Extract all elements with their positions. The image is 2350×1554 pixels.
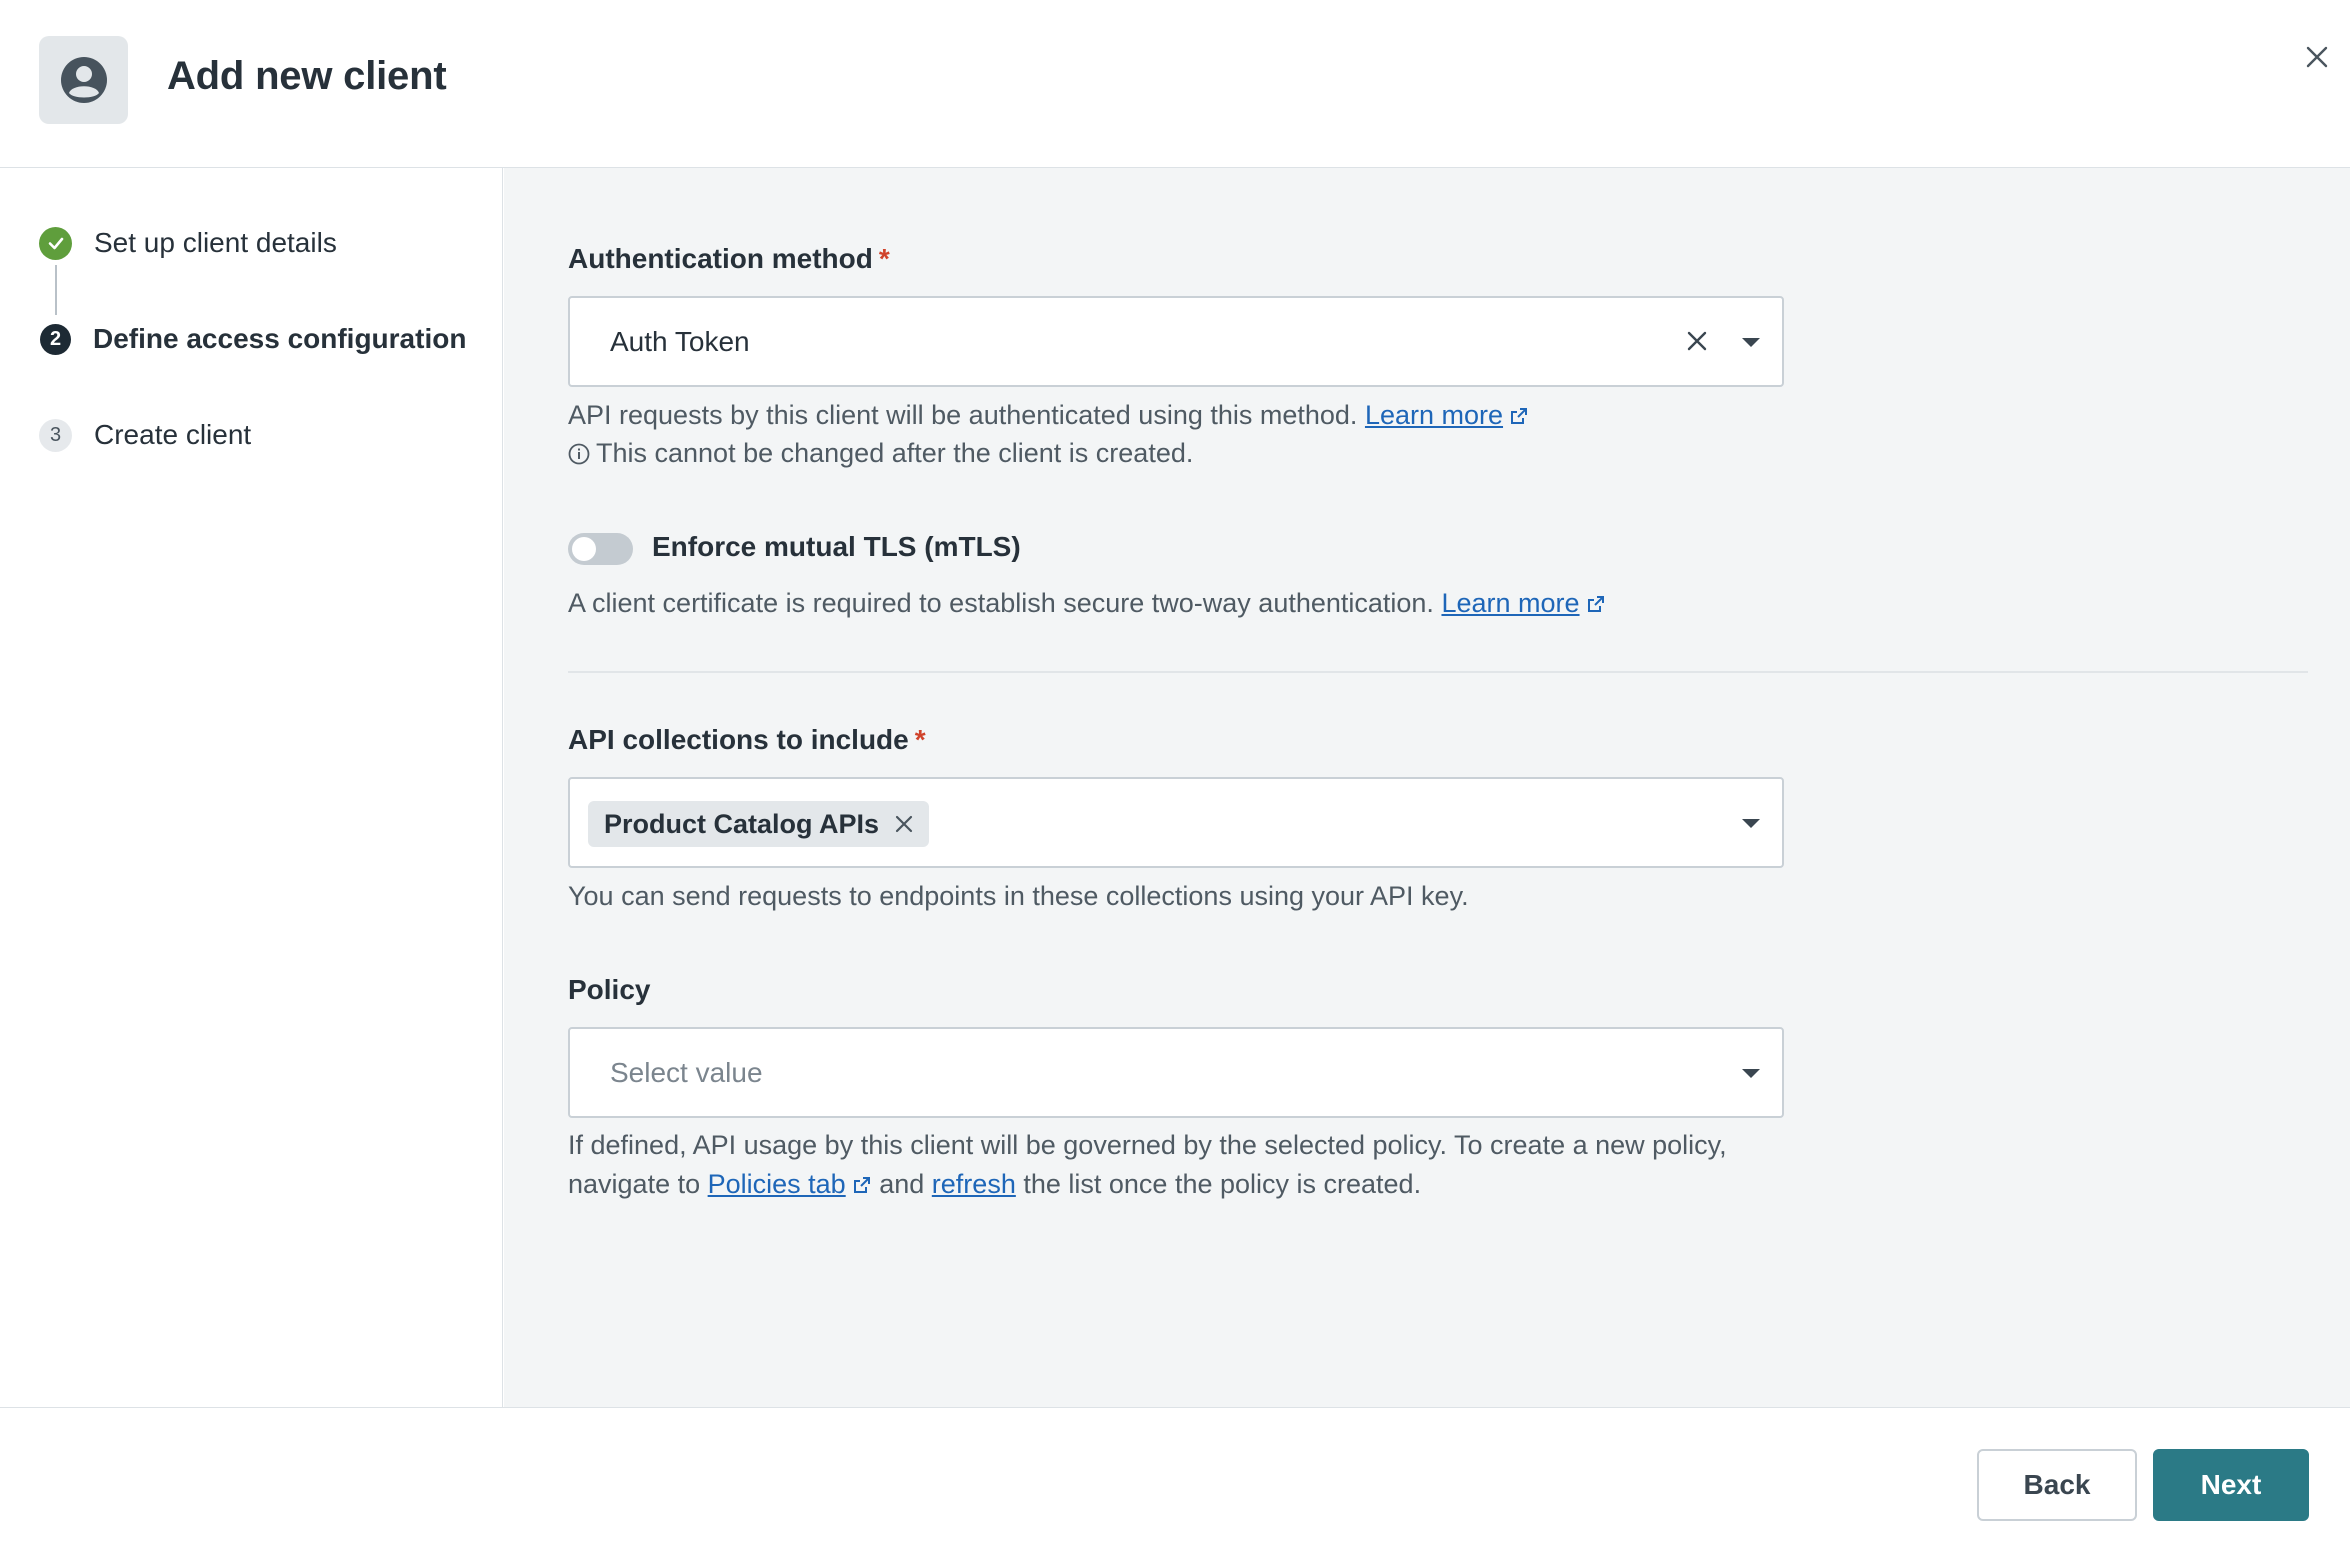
collections-help: You can send requests to endpoints in these collections using your API key.	[568, 881, 1469, 911]
back-button[interactable]: Back	[1977, 1449, 2137, 1521]
step-number: 3	[39, 419, 72, 452]
auth-method-help	[568, 396, 1529, 437]
mtls-learn-more-link[interactable]: Learn more	[1441, 588, 1580, 618]
step-define-access-configuration[interactable]	[39, 319, 466, 359]
policy-help-prefix: navigate to	[568, 1169, 701, 1199]
step-connector	[55, 265, 57, 315]
collections-select[interactable]	[568, 777, 1784, 868]
auth-learn-more-link[interactable]: Learn more	[1364, 400, 1504, 430]
clear-icon[interactable]	[1682, 326, 1712, 356]
check-circle-icon	[39, 227, 72, 260]
auth-note-text: This cannot be changed after the client is created.	[596, 438, 1194, 468]
mtls-help-text: A client certificate is required to establish secure two-way authentication.	[568, 588, 1434, 618]
dialog-header	[0, 0, 2350, 168]
dialog-footer	[0, 1407, 2350, 1554]
auth-help-text: API requests by this client will be authenticated using this method.	[568, 400, 1358, 430]
chip-label: Product Catalog APIs	[604, 808, 880, 839]
chevron-down-icon[interactable]	[1742, 1069, 1760, 1078]
chevron-down-icon[interactable]	[1742, 819, 1760, 828]
required-mark: *	[914, 724, 926, 755]
auth-method-label	[568, 243, 890, 275]
user-avatar-icon	[39, 36, 128, 124]
external-link-icon	[1509, 398, 1529, 437]
mtls-toggle[interactable]	[568, 533, 633, 565]
step-label: Create client	[94, 419, 252, 450]
policy-label: Policy	[568, 974, 651, 1005]
external-link-icon	[852, 1167, 872, 1206]
policy-help-line1: If defined, API usage by this client will be governed by the selected policy. To create a new policy,	[568, 1130, 1727, 1160]
close-icon[interactable]	[2300, 40, 2334, 74]
collections-label	[568, 724, 926, 756]
auth-method-select[interactable]	[568, 296, 1784, 387]
step-number: 2	[40, 324, 71, 355]
info-icon	[568, 437, 590, 476]
remove-chip-icon[interactable]	[893, 813, 915, 835]
mtls-label: Enforce mutual TLS (mTLS)	[652, 531, 1021, 562]
collections-label-text: API collections to include	[568, 724, 909, 755]
external-link-icon	[1586, 586, 1606, 625]
required-mark: *	[878, 243, 890, 274]
policy-placeholder: Select value	[610, 1057, 763, 1088]
mtls-help	[568, 584, 1606, 625]
policy-help-and: and	[879, 1169, 925, 1199]
step-label: Set up client details	[94, 227, 337, 258]
auth-method-value: Auth Token	[610, 326, 750, 357]
step-label: Define access configuration	[93, 323, 467, 354]
step-create-client[interactable]	[39, 415, 251, 455]
auth-method-label-text: Authentication method	[568, 243, 873, 274]
policies-tab-link[interactable]: Policies tab	[707, 1169, 846, 1199]
policy-select[interactable]	[568, 1027, 1784, 1118]
section-divider	[568, 671, 2308, 673]
toggle-knob	[572, 537, 596, 561]
next-button[interactable]: Next	[2153, 1449, 2309, 1521]
policy-help-line2	[568, 1165, 1421, 1206]
step-set-up-client-details[interactable]	[39, 223, 337, 263]
policy-help-suffix: the list once the policy is created.	[1023, 1169, 1422, 1199]
collection-chip	[588, 801, 929, 847]
page-title: Add new client	[167, 54, 447, 98]
auth-method-note	[568, 434, 1193, 476]
chevron-down-icon[interactable]	[1742, 338, 1760, 347]
refresh-link[interactable]: refresh	[931, 1169, 1016, 1199]
